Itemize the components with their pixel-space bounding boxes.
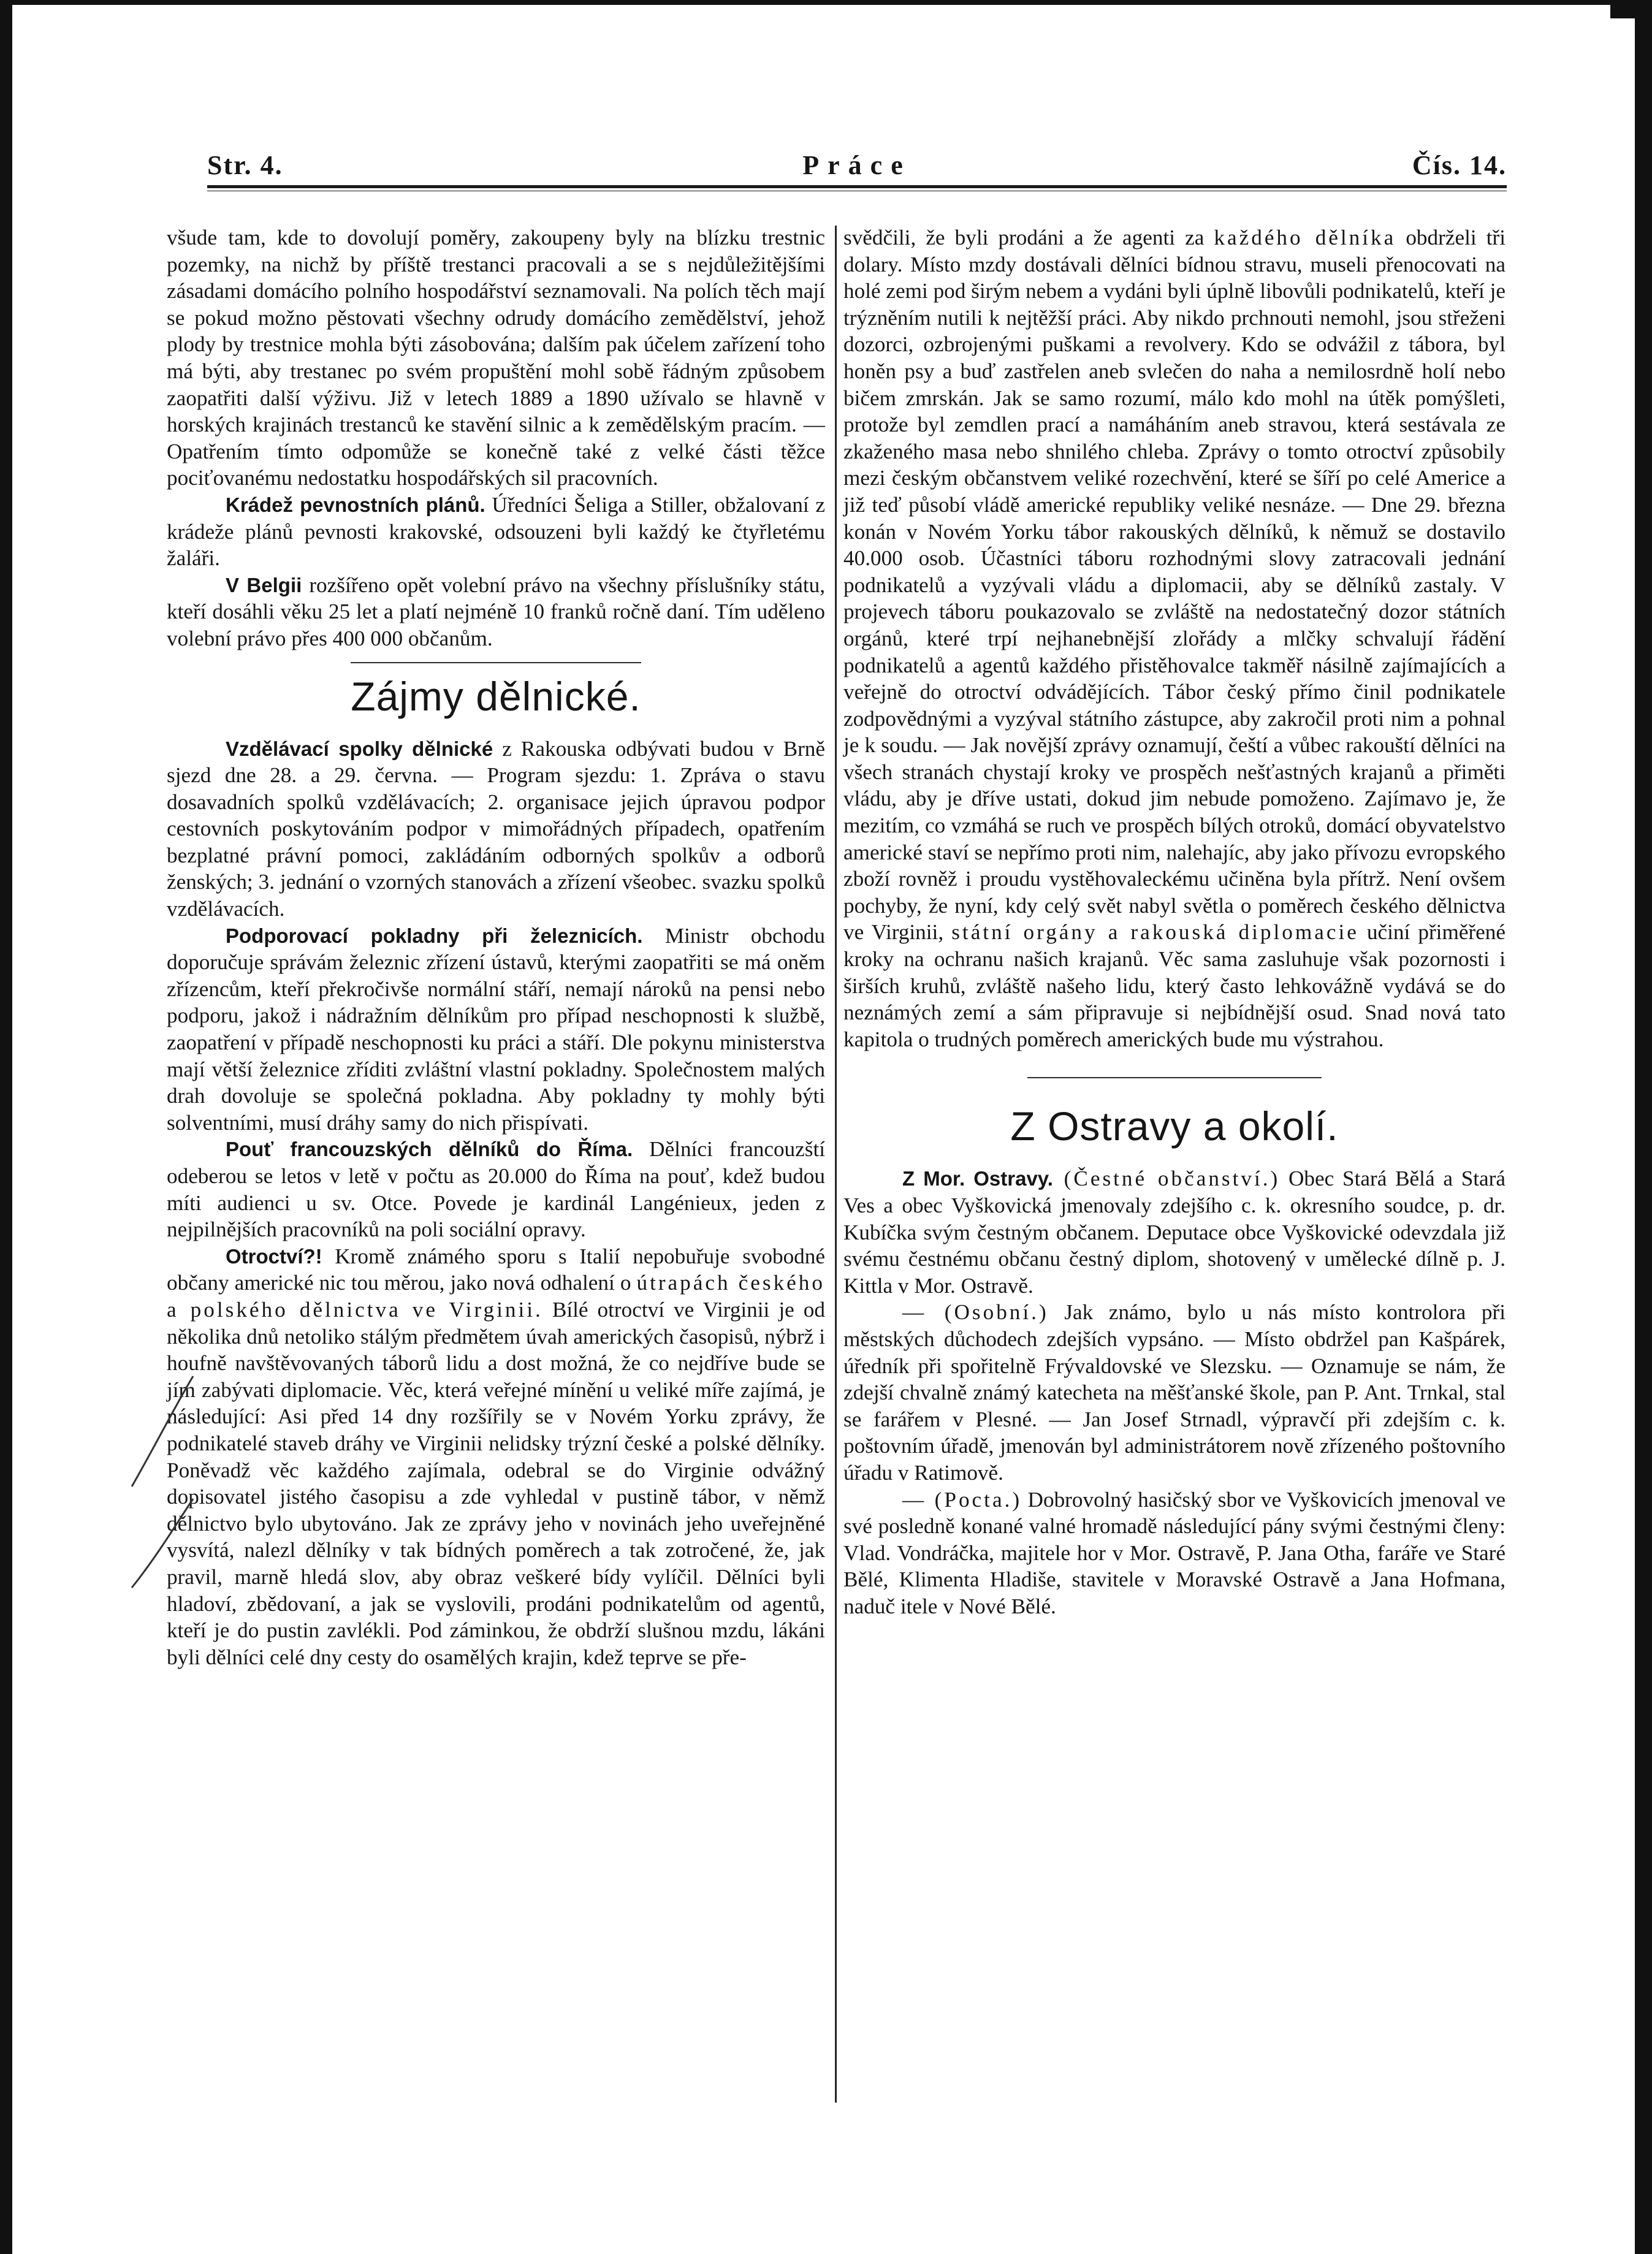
scan-border-left xyxy=(0,0,12,2254)
right-column xyxy=(843,224,1505,1620)
page-header xyxy=(207,150,1507,186)
left-column xyxy=(167,224,825,1670)
article-text: obdrželi tři dolary. Místo mzdy dostávali dělníci bídnou stravu, museli přenocovati na holé zemi pod širým nebem a vydáni byli úplně libovůli podnikatelů, kteří je trýzněním nutili k nejtěžší práci. Aby nikdo prchnouti nemohl, jsou střeženi dozorci, ozbrojenými puškami a revolvery. Kdo se odvážil z tábora, byl honěn psy a buď zastřelen aneb svlečen do naha a nemilosrdně holí nebo bičem zmrskán. Jak se samo rozumí, málo kdo mohl na útěk pomýšleti, protože byl zemdlen prací a namáháním aneb stravou, která sestávala ze zkaženého masa nebo shnilého chleba. Zprávy o tomto otroctví způsobily mezi českým občanstvem veliké rozechvění, které se šíří po celé Americe a již teď působí vládě americké republiky veliké nesnáze. — Dne 29. března konán v Novém Yorku tábor rakouských dělníků, k němuž se dostavilo 40.000 osob. Účastníci táboru rozhodnými slovy zatracovali jednání podnikatelů a vyzývali vládu a diplomacii, aby se dělníků zastaly. V projevech táboru poukazovalo se zvláště na nedostatečný dozor státních orgánů, které trpí nejhanebnější zlořády a mlčky schvalují řádění podnikatelů a agentů každého přistěhovalce takměř násilně zajímajících a veřejně do otroctví odvádějících. Tábor český přímo činil podnikatele zodpovědnými a vyzýval státního zástupce, aby zakročil proti nim a pohnal je k soudu. — Jak novější zprávy oznamují, čeští a vůbec rakouští dělníci na všech stranách chystají kroky ve prospěch nešťastných krajanů a přiměti vládu, aby je dříve ustati, dokud jim nebude pomoženo. Zajímavo je, že mezitím, co vzmáhá se ruch ve prospěch bílých otroků, domácí obyvatelstvo americké staví se nepřímo proti nim, nalehajíc, aby jako přívozu evropského zboží rovněž i proudu vystěhovaleckému učiněna byla přítrž. Není ovšem pochyby, že nyní, kdy celý svět nabyl světla o poměrech českého dělnictva ve Virginii, xyxy=(843,226,1505,945)
section-separator xyxy=(1027,1077,1322,1078)
article-vzdelavaci xyxy=(167,736,825,923)
article-otroctvi-continued xyxy=(843,224,1505,1053)
section-title-zajmy: Zájmy dělnické. xyxy=(351,673,641,719)
header-rule xyxy=(207,185,1507,188)
article-trestanci xyxy=(167,224,825,492)
section-separator xyxy=(351,662,641,663)
article-otroctvi xyxy=(167,1243,825,1671)
scan-border-corner xyxy=(1610,0,1635,18)
article-text: Ministr obchodu doporučuje správám železnic zřízení ústavů, kterými zaopatřiti se má oněm zřízencům, kteří překročivše normální stáří, nemají nároků na pensi nebo podporu, jakož i nádražním dělníkům pro případ neschopnosti k službě, zaopatření v případě neschopnosti ku práci a stáří. Dle pokynu ministerstva mají větší železnice zříditi zvláštní vlastní pokladny. Společnostem malých drah dovoluje se společná pokladna. Aby pokladny ty mohly býti solventními, musí dráhy samy do nich přispívati. xyxy=(167,923,825,1135)
article-headline: V Belgii xyxy=(226,573,302,596)
issue-number: Čís. 14. xyxy=(1412,150,1507,180)
pencil-mark-icon xyxy=(126,1496,199,1594)
pencil-mark-icon xyxy=(126,1370,199,1493)
section-title-ostrava: Z Ostravy a okolí. xyxy=(1010,1103,1339,1149)
article-osobni xyxy=(843,1299,1505,1486)
article-kradez xyxy=(167,492,825,572)
article-text: Dobrovolný hasičský sbor ve Vyškovicích jmenoval ve své posledně konané valné hromadě následující pány svými čestnými členy: Vlad. Vondráčka, majitele hor v Mor. Ostravě, P. Jana Otha, faráře ve Staré Bělé, Klimenta Hladiše, stavitele v Moravské Ostravě a Jana Hofmana, naduč itele v Nové Bělé. xyxy=(843,1487,1505,1618)
article-text-spaced: každého dělníka xyxy=(1214,226,1396,249)
article-text: Obec Stará Bělá a Stará Ves a obec Vyškovická jmenovaly zdejšího c. k. okresního soudce, p. dr. Kubíčka svým čestným občanem. Deputace obce Vyškovické odevzdala již svému čestnému občanu čestný diplom, shotovený v umělecké dílně p. J. Kittla v Mor. Ostravě. xyxy=(843,1167,1505,1298)
article-headline: Vzdělávací spolky dělnické xyxy=(226,737,493,760)
page-number: Str. 4. xyxy=(207,150,283,180)
article-belgie xyxy=(167,572,825,652)
article-subhead: — (Osobní.) xyxy=(902,1300,1049,1325)
article-pokladny xyxy=(167,923,825,1137)
article-text: Bílé otroctví ve Virginii je od několika dnů netoliko stálým předmětem úvah amerických časopisů, nýbrž i houfně navštěvovaných táborů lidu a dost možná, že co nejdříve bude se jím zabývati diplomacie. Věc, která veřejné mínění u veliké míře zajímá, je následující: Asi před 14 dny rozšířily se v Novém Yorku zprávy, že podnikatelé staveb dráhy ve Virginii nelidsky trýzní české a polské dělníky. Poněvadž věc každého zajímala, odebral se do Virginie odvážný dopisovatel jistého časopisu a zde vyhledal v pustině tábor, v němž dělnictvo bylo ubytováno. Jak ze zprávy jeho v novinách jeho uveřejněné vysvítá, nalezl dělníky v tak bídných poměrech a tak zotročené, že, jak pravil, marně hledá slov, aby obraz veškeré bídy vylíčil. Dělníci byli hladoví, zbědovaní, a jak se vyslovili, prodáni podnikatelům od agentů, kteří je do pustin zavlékli. Pod záminkou, že obdrží slušnou mzdu, lákáni byli dělníci celé dny cesty do osamělých krajin, kdež teprve se pře- xyxy=(167,1297,825,1669)
article-text-spaced: státní orgány a rakouská diplomacie xyxy=(951,920,1359,945)
article-headline: Krádež pevnostních plánů. xyxy=(226,493,485,516)
article-text: Jak známo, bylo u nás místo kontrolora při městských důchodech zdejších vypsáno. — Místo obdržel pan Kašpárek, úředník při spořitelně Frývaldovské ve Slezsku. — Oznamuje se nám, že zdejší chvalně známý katecheta na měšťanské škole, pan P. Ant. Trnkal, stal se farářem v Plesné. — Jan Josef Strnadl, výpravčí při zdejším c. k. poštovním úřadě, jmenován byl administrátorem nově zřízeného poštovního úřadu v Ratimově. xyxy=(843,1300,1505,1485)
column-divider xyxy=(835,226,837,2103)
article-pout xyxy=(167,1136,825,1243)
scan-border-right xyxy=(1635,0,1652,2254)
article-headline: Otroctví?! xyxy=(226,1244,322,1268)
article-text: svědčili, že byli prodáni a že agenti za xyxy=(843,226,1214,249)
article-text: z Rakouska odbývati budou v Brně sjezd dne 28. a 29. června. — Program sjezdu: 1. Zpráva o stavu dosavadních spolků vzdělávacích; 2. organisace jejich úpravou podpor cestovních poskytováním podpor v mimořádných případech, opatřením bezplatné právní pomoci, zakládáním odborných spolkův a odborů ženských; 3. jednání o vzorných stanovách a zřízení všeobec. svazku spolků vzdělávacích. xyxy=(167,736,825,921)
newspaper-title: Práce xyxy=(802,150,912,180)
article-subhead: — (Pocta.) xyxy=(902,1487,1022,1512)
article-text: Kromě známého sporu s Italií nepobuřuje svobodné občany americké nic tou měrou, jako nová odhalení o xyxy=(167,1244,825,1295)
article-headline: Podporovací pokladny při železnicích. xyxy=(226,924,643,947)
article-text: Dělníci francouzští odeberou se letos v letě v počtu as 20.000 do Říma na pouť, kdež budou míti audienci u sv. Otce. Povede je kardinál Langénieux, jeden z nejpilnějších pracovníků na poli sociální opravy. xyxy=(167,1137,825,1242)
article-text: Úředníci Šeliga a Stiller, obžalovaní z krádeže plánů pevnosti krakovské, odsouzeni byli každý ke čtyřletému žaláři. xyxy=(167,492,825,571)
article-text: učiní přiměřené kroky na ochranu našich krajanů. Věc sama zasluhuje však pozornosti i širších kruhů, zvláště našeho lidu, který často lehkovážně vydává se do neznámých zemí a sám připravuje si nejbídnější osud. Snad nová tato kapitola o trudných poměrech amerických bude mu výstrahou. xyxy=(843,920,1505,1051)
article-headline: Z Mor. Ostravy. xyxy=(902,1167,1053,1190)
article-text-spaced: útrapách českého a polského dělnictva ve Virginii. xyxy=(167,1271,825,1322)
article-text: všude tam, kde to dovolují poměry, zakoupeny byly na blízku trestnic pozemky, na nichž by příště trestanci pracovali a se s nejdůležitějšími zásadami domácího polního hospodářství seznamovali. Na polích těch mají se pokud možno pěstovati všechny odrudy domácího zemědělství, jehož plody by trestnice mohla býti zásobována; dalším pak účelem zařízení toho má býti, aby trestanec po svém propuštění mohl sobě řádným způsobem zaopatřiti další výživu. Již v letech 1889 a 1890 užívalo se hlavně v horských krajinách trestanců ke stavění silnic a k zemědělským pracím. — Opatřením tímto odpomůže se konečně také z velké části těžce pociťovanému nedostatku hospodářských sil pracovních. xyxy=(167,226,825,490)
article-text: rozšířeno opět volební právo na všechny příslušníky státu, kteří dosáhli věku 25 let a platí nejméně 10 franků ročně daní. Tím uděleno volební právo přes 400 000 občanům. xyxy=(167,573,825,650)
article-ostrava-cestne xyxy=(843,1165,1505,1299)
scan-border-top xyxy=(0,0,1652,5)
article-subhead: (Čestné občanství.) xyxy=(1052,1167,1281,1191)
article-headline: Pouť francouzských dělníků do Říma. xyxy=(226,1138,633,1161)
article-pocta xyxy=(843,1487,1505,1620)
